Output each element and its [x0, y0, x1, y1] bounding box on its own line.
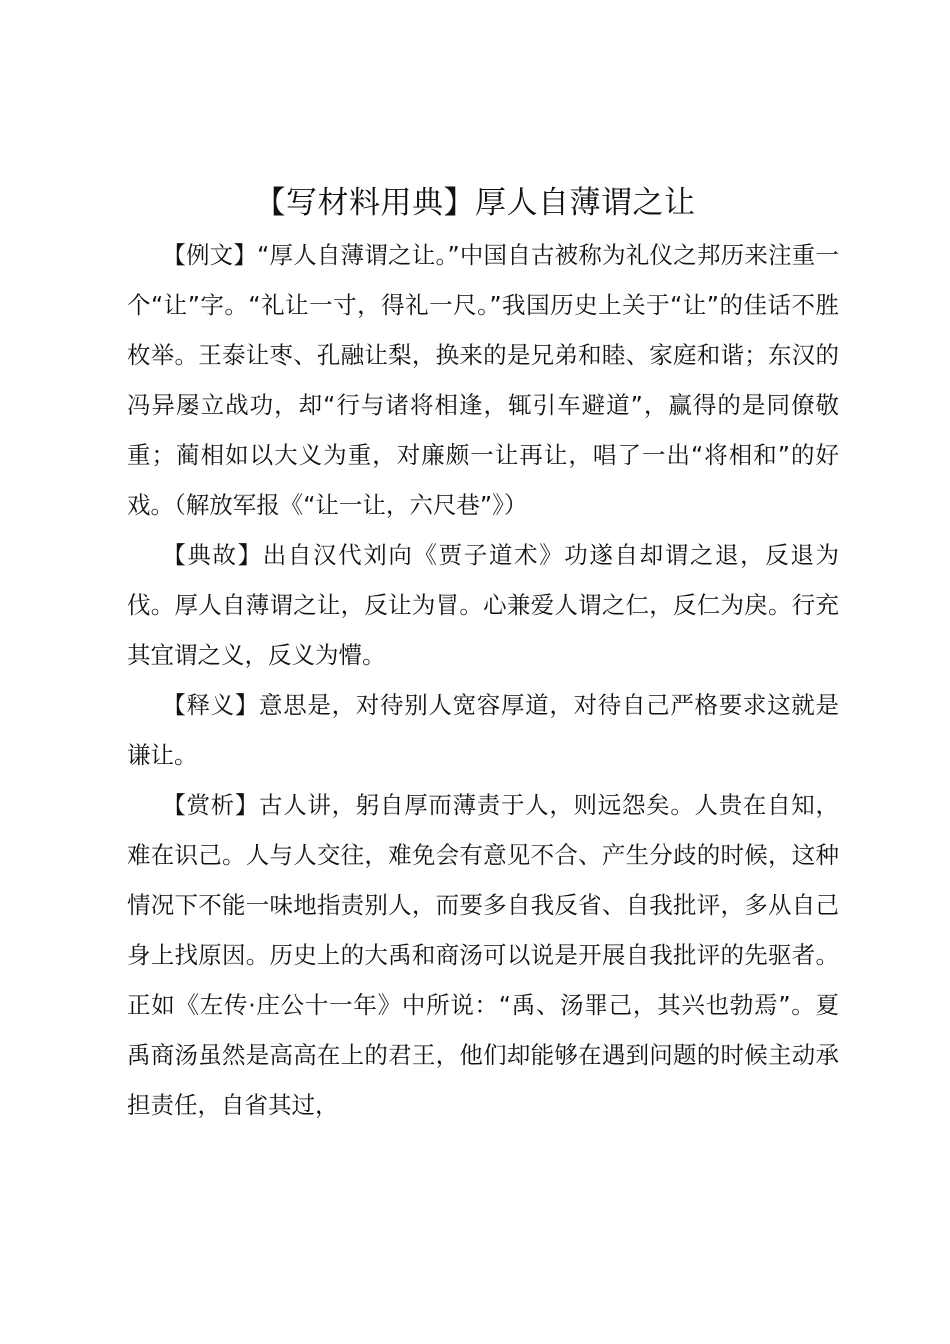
paragraph-text: “厚人自薄谓之让。”中国自古被称为礼仪之邦历来注重一个“让”字。“礼让一寸，得礼一尺。”我国历史上关于“让”的佳话不胜枚举。王泰让枣、孔融让梨，换来的是兄弟和睦、家庭和谐；东汉的冯异屡立战功，却“行与诸将相逢，辄引车避道”，赢得的是同僚敬重；蔺相如以大义为重，对廉颇一让再让，唱了一出“将相和”的好戏。（解放军报《“让一让，六尺巷”》） [127, 241, 840, 519]
paragraph-text: 古人讲，躬自厚而薄责于人，则远怨矣。人贵在自知，难在识己。人与人交往，难免会有意见不合、产生分歧的时候，这种情况下不能一味地指责别人，而要多自我反省、自我批评，多从自己身上找原因。历史上的大禹和商汤可以说是开展自我批评的先驱者。正如《左传·庄公十一年》中所说：“禹、汤罪己，其兴也勃焉”。夏禹商汤虽然是高高在上的君王，他们却能够在遇到问题的时候主动承担责任，自省其过， [127, 791, 840, 1119]
paragraph-tag: 【典故】 [162, 541, 263, 569]
paragraph-example [127, 230, 839, 530]
paragraph-meaning [127, 680, 839, 780]
paragraph-tag: 【例文】 [162, 241, 258, 269]
paragraph-tag: 【释义】 [162, 691, 260, 719]
document-body [127, 230, 839, 1130]
paragraph-text: 出自汉代刘向《贾子道术》功遂自却谓之退，反退为伐。厚人自薄谓之让，反让为冒。心兼爱人谓之仁，反仁为戾。行充其宜谓之义，反义为懵。 [127, 541, 839, 669]
paragraph-text: 意思是，对待别人宽容厚道，对待自己严格要求这就是谦让。 [127, 691, 840, 769]
document-title: 【写材料用典】厚人自薄谓之让 [254, 185, 696, 221]
paragraph-appreciation [127, 780, 839, 1130]
paragraph-allusion [127, 530, 839, 680]
paragraph-tag: 【赏析】 [162, 791, 260, 819]
